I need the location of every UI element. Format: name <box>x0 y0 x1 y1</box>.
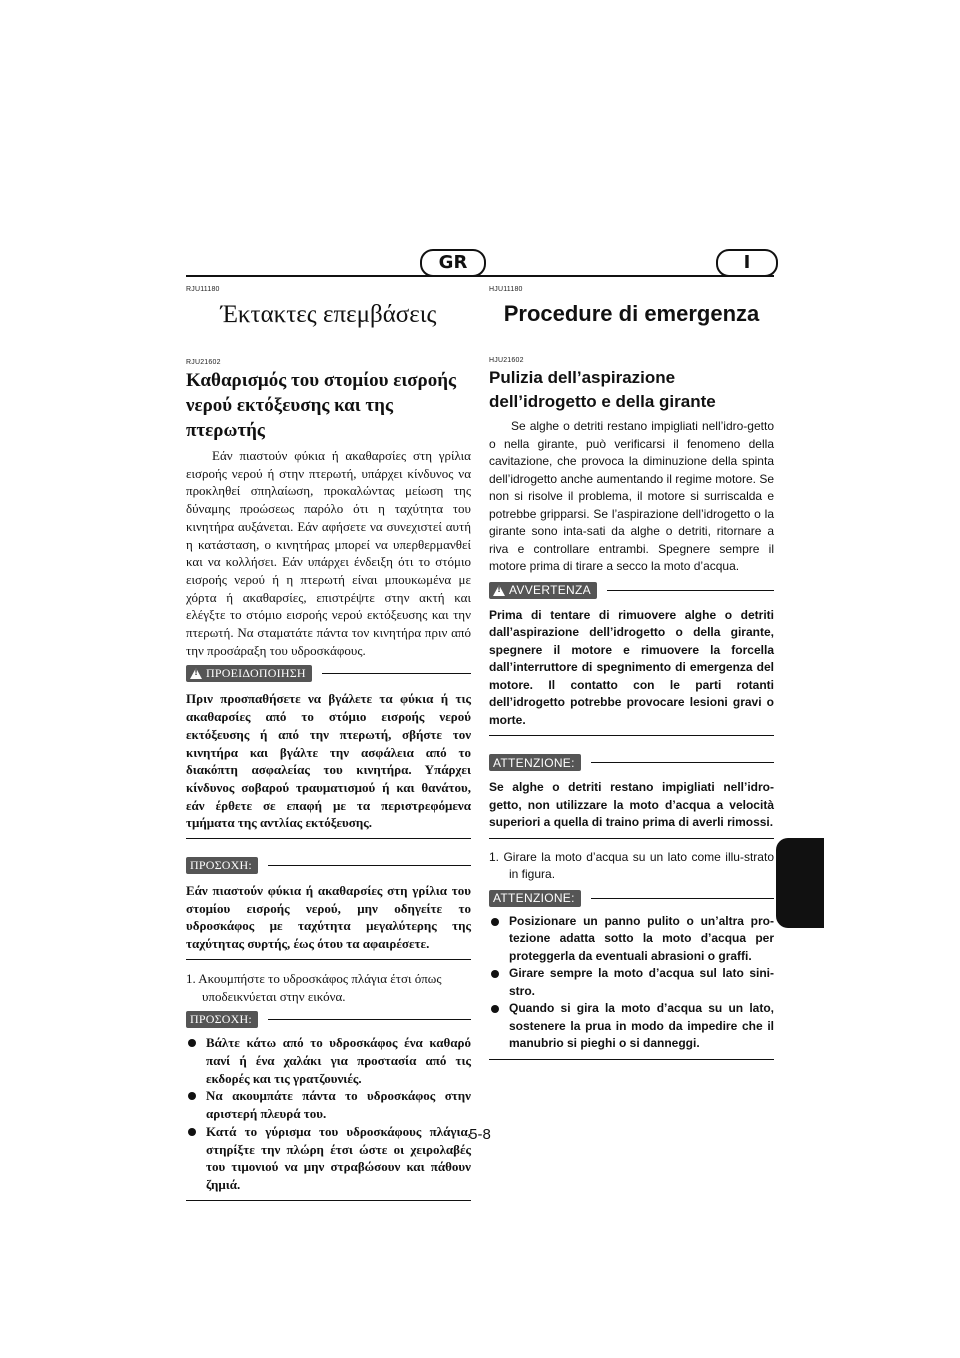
warning-header <box>186 665 471 682</box>
divider <box>186 838 471 839</box>
warning-label-text: AVVERTENZA <box>509 583 591 597</box>
caution-label: ΠΡΟΣΟΧΗ: <box>186 1011 258 1028</box>
warning-triangle-icon <box>190 668 202 679</box>
language-badge-i: I <box>716 249 778 277</box>
warning-label <box>186 665 312 682</box>
warning-text: Prima di tentare di rimuovere alghe o detriti dall’aspirazione dell’idrogetto o della girante, spegnere il motore e rimuovere la forcella dall’interruttore di spegnimento di emergenza del motore. Il contatto con le parti rotanti dell’idrogetto potrebbe provocare lesioni gravi o morte. <box>489 607 774 727</box>
step-list <box>489 849 774 884</box>
caution-text: Εάν πιαστούν φύκια ή ακαθαρσίες στη γρίλια του στομίου εισροής νερού, μην οδηγείτε το υδροσκάφος με ταχύτητα μεγαλύτερης της ταχύτητας συρτής, έως ότου τα αφαιρέσετε. <box>186 883 471 952</box>
list-item <box>489 913 774 966</box>
subsection-title: Pulizia dell’aspirazione dell’idrogetto e della girante <box>489 368 716 411</box>
list-item-text: Κατά το γύρισμα του υδροσκάφους πλάγια, στηρίξτε την πλώρη έτσι ώστε οι χειρολαβές του τιμονιού να μην στραβώσουν και πάθουν ζημιά. <box>206 1123 471 1192</box>
list-item <box>186 1087 471 1122</box>
warning-text: Πριν προσπαθήσετε να βγάλετε τα φύκια ή τις ακαθαρσίες από το στόμιο εισροής νερού εκτόξευσης ή από την πτερωτή, σβήστε τον κινητήρα και βγάλτε την ασφάλεια από το διακόπτη ασφαλείας του κινητήρα. Υπάρχει κίνδυνος σοβαρού τραυματισμού ή και θανάτου, εάν έρθετε σε επαφή με τα περιστρεφόμενα τμήματα της αντλίας εκτόξευσης. <box>186 691 471 831</box>
subsection-code: HJU21602 <box>489 357 524 364</box>
language-badge-gr: GR <box>420 249 486 277</box>
bullet-icon <box>188 1039 196 1047</box>
caution-label: ATTENZIONE: <box>489 890 581 907</box>
list-item <box>186 1034 471 1087</box>
bullet-list <box>186 1034 471 1193</box>
caution-header <box>186 857 471 874</box>
bullet-icon <box>188 1092 196 1100</box>
section-title: Procedure di emergenza <box>503 301 760 326</box>
divider <box>607 590 774 591</box>
italian-column <box>489 286 774 1060</box>
greek-column <box>186 286 471 1201</box>
divider <box>186 1200 471 1201</box>
warning-label <box>489 582 597 599</box>
caution-text: Se alghe o detriti restano impigliati nell’idro-getto, non utilizzare la moto d’acqua a velocità superiori a quella di traino prima di averli rimossi. <box>489 780 774 829</box>
header-rule <box>186 275 774 277</box>
caution-label: ATTENZIONE: <box>489 754 581 771</box>
chapter-tab <box>776 838 824 928</box>
warning-header <box>489 582 774 599</box>
list-item-text: Να ακουμπάτε πάντα το υδροσκάφος στην αριστερή πλευρά του. <box>206 1088 471 1122</box>
divider <box>268 1019 471 1020</box>
divider <box>322 673 471 674</box>
list-item-text: Quando si gira la moto d’acqua su un lato, sostenere la prua in modo da impedire che il manubrio si pieghi o si danneggi. <box>509 1001 774 1050</box>
bullet-list <box>489 913 774 1053</box>
list-item <box>489 1000 774 1053</box>
bullet-icon <box>491 918 499 926</box>
divider <box>489 838 774 839</box>
list-item: 1. Ακουμπήστε το υδροσκάφος πλάγια έτσι όπως υποδεικνύεται στην εικόνα. <box>186 970 442 1004</box>
warning-label-text: ΠΡΟΕΙΔΟΠΟΙΗΣΗ <box>206 666 306 681</box>
warning-triangle-icon <box>493 585 505 596</box>
subsection-title: Καθαρισμός του στομίου εισροής νερού εκτόξευσης και της πτερωτής <box>186 370 457 441</box>
caution-header <box>489 890 774 907</box>
step-list <box>186 970 471 1005</box>
section-title: Έκτακτες επεμβάσεις <box>220 301 437 328</box>
list-item <box>489 965 774 1000</box>
bullet-icon <box>491 1005 499 1013</box>
caution-header <box>186 1011 471 1028</box>
divider <box>489 735 774 736</box>
divider <box>489 1059 774 1060</box>
bullet-icon <box>491 970 499 978</box>
divider <box>186 959 471 960</box>
list-item-text: Βάλτε κάτω από το υδροσκάφος ένα καθαρό πανί ή ένα χαλάκι για προστασία από τις εκδορές και τις γρατζουνιές. <box>206 1035 471 1086</box>
list-item: 1. Girare la moto d’acqua su un lato come illu-strato in figura. <box>489 849 774 881</box>
divider <box>591 898 774 899</box>
section-code: RJU11180 <box>186 286 220 293</box>
list-item-text: Posizionare un panno pulito o un’altra pro-tezione adatta sotto la moto d’acqua per proteggerla da eventuali abrasioni o graffi. <box>509 913 774 963</box>
caution-label: ΠΡΟΣΟΧΗ: <box>186 857 258 874</box>
divider <box>268 865 471 866</box>
subsection-code: RJU21602 <box>186 359 221 366</box>
caution-header <box>489 754 774 771</box>
section-code: HJU11180 <box>489 286 523 293</box>
page-number: 5-8 <box>469 1126 491 1143</box>
list-item-text: Girare sempre la moto d’acqua sul lato sini-stro. <box>509 966 774 998</box>
divider <box>591 762 774 763</box>
body-paragraph: Εάν πιαστούν φύκια ή ακαθαρσίες στη γρίλια εισροής νερού ή στην πτερωτή, υπάρχει κίνδυνος να προκληθεί σπηλαίωση, προκαλώντας μείωση της δύναμης προώσεως παρόλο ότι η ταχύτητα του κινητήρα αυξάνεται. Εάν αφήσετε να συνεχιστεί αυτή η κατάσταση, ο κινητήρας μπορεί να υπερθερμανθεί και να κολλήσει. Εάν υπάρχει ένδειξη ότι το στόμιο εισροής νερού ή η πτερωτή είναι μπουκωμένα με χόρτα ή ακαθαρσίες, επιστρέψτε στην ακτή και ελέγξτε το στόμιο εισροής νερού εκτόξευσης και την πτερωτή. Να σταματάτε πάντα τον κινητήρα πριν από την προσάραξη του υδροσκάφους. <box>186 448 471 658</box>
body-paragraph: Se alghe o detriti restano impigliati nell’idro-getto o nella girante, può verificarsi il fenomeno della cavitazione, che provoca la diminuzione della spinta dell’idrogetto anche aumentando il regime motore. Se non si risolve il problema, il motore si surriscalda e potrebbe gripparsi. Se l’aspirazione dell’idrogetto o la girante sono inta-sati da alghe o detriti, ritornare a riva e controllare entrambi. Spegnere sempre il motore prima di tirare a secco la moto d’acqua. <box>489 419 774 573</box>
